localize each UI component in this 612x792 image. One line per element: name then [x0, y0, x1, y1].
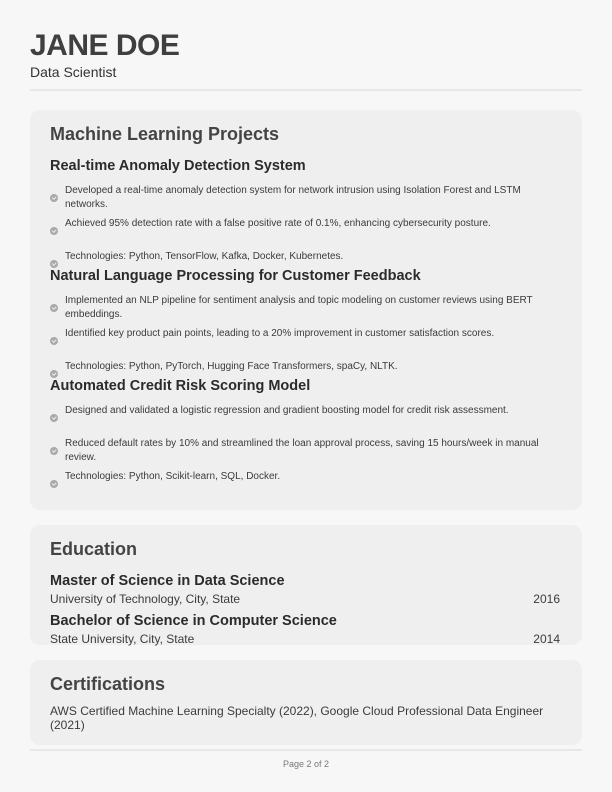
project-title: Real-time Anomaly Detection System [50, 158, 306, 174]
check-circle-icon [50, 260, 58, 268]
check-circle-icon [50, 304, 58, 312]
education-year: 2014 [533, 632, 560, 646]
section-title: Certifications [50, 674, 166, 694]
footer-divider [30, 749, 582, 751]
certifications-text: AWS Certified Machine Learning Specialty (2022), Google Cloud Professional Data Engineer (2021) [50, 704, 544, 732]
certifications-section [30, 660, 582, 745]
education-school: University of Technology, City, State [50, 592, 241, 606]
check-circle-icon [50, 414, 58, 422]
education-degree: Bachelor of Science in Computer Science [50, 613, 337, 629]
check-circle-icon [50, 227, 58, 235]
resume-header [30, 28, 582, 81]
education-year: 2016 [533, 592, 560, 606]
page-number: Page 2 of 2 [282, 759, 330, 769]
education-section [30, 525, 582, 645]
project-title: Automated Credit Risk Scoring Model [50, 378, 311, 394]
check-circle-icon [50, 337, 58, 345]
check-circle-icon [50, 447, 58, 455]
project-title: Natural Language Processing for Customer Feedback [50, 268, 421, 284]
check-circle-icon [50, 370, 58, 378]
check-circle-icon [50, 194, 58, 202]
section-title: Education [50, 539, 138, 559]
candidate-title: Data Scientist [30, 64, 117, 80]
check-circle-icon [50, 480, 58, 488]
education-school: State University, City, State [50, 632, 195, 646]
section-title: Machine Learning Projects [50, 124, 280, 144]
education-degree: Master of Science in Data Science [50, 573, 285, 589]
candidate-name: JANE DOE [30, 29, 180, 62]
projects-section: Machine Learning Projects Real-time Anomaly Detection System Developed a real-time anomaly detection system for network intrusion using Isolation Forest and LSTM networks. Achieved 95% detection rate with a false positive rate of 0.1%, enhancing cybersecurity posture. Technologies: Python, TensorFlow, Kafka, Docker, Kubernetes. Natural Language Processing for Customer Feedback Implemented an NLP pipeline for sentiment analysis and topic modeling on customer reviews using BERT embeddings. Identified key product pain points, leading to a 20% improvement in customer satisfaction scores. Technologies: Python, PyTorch, Hugging Face Transformers, spaCy, NLTK. Automated Credit Risk Scoring Model Designed and validated a logistic regression and gradient boosting model for credit risk assessment. Reduced default rates by 10% and streamlined the loan approval process, saving 15 hours/week in manual review. Technologies: Python, Scikit-learn, SQL, Docker. [30, 110, 582, 510]
header-divider [30, 89, 582, 91]
